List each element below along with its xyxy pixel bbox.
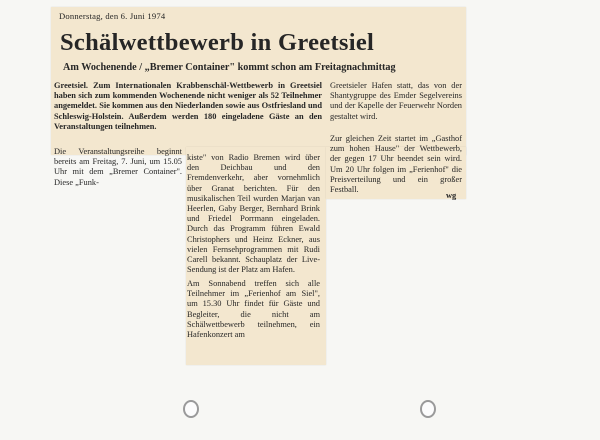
binder-hole-right xyxy=(420,400,436,418)
column-2-continuation: Am Sonnabend treffen sich alle Teilnehmer im „Ferienhof am Siel", um 15.30 Uhr findet für Gäste und Begleiter, die nicht am Schälwettbewerb teilnehmen, ein Hafenkonzert am xyxy=(187,279,320,340)
lead-paragraph: Greetsiel. Zum Internationalen Krabbenschäl-Wettbewerb in Greetsiel haben sich zum kommenden Wochenende nicht weniger als 52 Teilnehmer angemeldet. Sie kommen aus den Niederlanden sowie aus Ostfriesland und Schleswig-Holstein. Außerdem werden 180 eingeladene Gäste an den Veranstaltungen teilnehmen. xyxy=(54,81,322,131)
headline: Schälwettbewerb in Greetsiel xyxy=(60,29,375,56)
column-3-text: Greetsieler Hafen statt, das von der Shantygruppe des Emder Segelvereins und der Kapelle der Feuerwehr Norden gestaltet wird. xyxy=(330,81,462,121)
subheadline: Am Wochenende / „Bremer Container" kommt schon am Freitagnachmittag xyxy=(63,62,396,73)
column-3-continuation: Zur gleichen Zeit startet im „Gasthof zum hohen Hause" der Wettbewerb, der gegen 17 Uhr beendet sein wird. Um 20 Uhr folgen im „Ferienhof" die Preisverteilung und ein großer Festball. xyxy=(330,134,462,195)
column-1-text: Die Veranstaltungsreihe beginnt bereits am Freitag, 7. Juni, um 15.05 Uhr mit dem „Bremer Container". Diese „Funk- xyxy=(54,147,182,187)
column-2-text: kiste" von Radio Bremen wird über den Deichbau und den Fremdenverkehr, aber vornehmlich über Granat berichten. Für den musikalischen Teil wurden Marjan van Heerlen, Gaby Berger, Bernhard Brink und Friedel Porrmann eingeladen. Durch das Programm führen Ewald Christophers und Heinz Eckner, aus vielen Fernsehprogrammen mit Rudi Carell bekannt. Schauplatz der Live-Sendung ist der Platz am Hafen. xyxy=(187,153,320,275)
dateline: Donnerstag, den 6. Juni 1974 xyxy=(59,11,166,21)
binder-hole-left xyxy=(183,400,199,418)
author-signature: wg xyxy=(446,191,457,200)
